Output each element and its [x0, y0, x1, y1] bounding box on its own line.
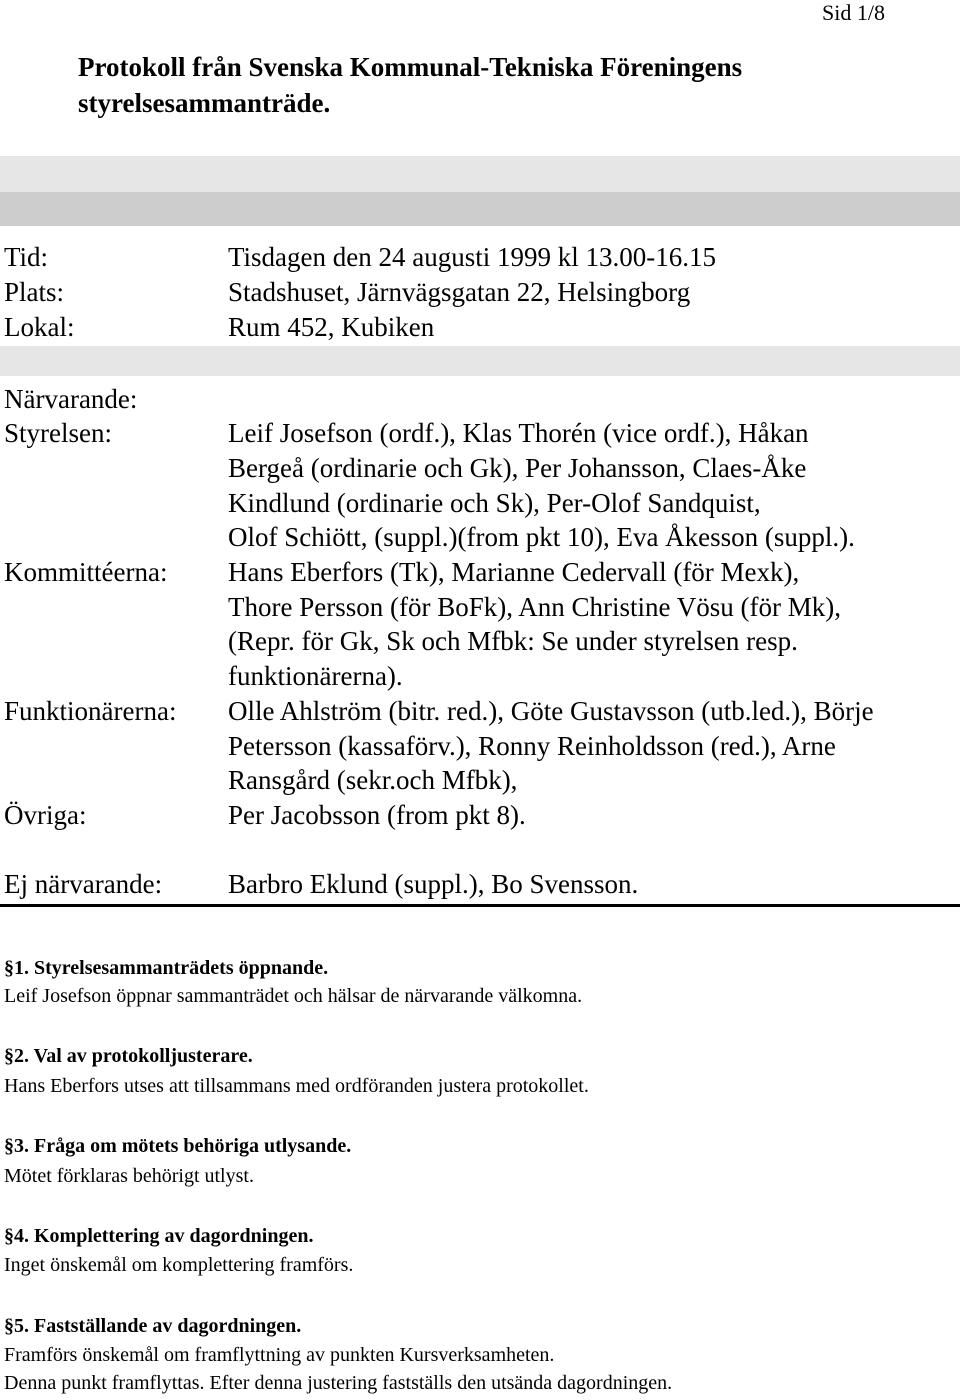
section-4-heading: §4. Komplettering av dagordningen. — [4, 1225, 314, 1247]
header-band-dark — [0, 192, 960, 226]
page-number: Sid 1/8 — [822, 0, 885, 25]
document-title-line-1: Protokoll från Svenska Kommunal-Tekniska Föreningens — [78, 52, 743, 82]
section-3-text: Mötet förklaras behörigt utlyst. — [4, 1165, 254, 1187]
ovriga-label: Övriga: — [4, 800, 87, 830]
section-4-text: Inget önskemål om komplettering framförs. — [4, 1254, 354, 1276]
kommitteerna-line: (Repr. för Gk, Sk och Mfbk: Se under styrelsen resp. — [228, 626, 798, 656]
funktionarerna-line: Olle Ahlström (bitr. red.), Göte Gustavsson (utb.led.), Börje — [228, 696, 874, 726]
tid-value: Tisdagen den 24 augusti 1999 kl 13.00-16.15 — [228, 242, 716, 272]
kommitteerna-label: Kommittéerna: — [4, 557, 168, 587]
tid-label: Tid: — [4, 242, 49, 272]
ej-narvarande-label: Ej närvarande: — [4, 869, 163, 899]
styrelsen-label: Styrelsen: — [4, 418, 112, 448]
separator-band — [0, 346, 960, 376]
lokal-value: Rum 452, Kubiken — [228, 312, 435, 342]
lokal-label: Lokal: — [4, 312, 75, 342]
section-3-heading: §3. Fråga om mötets behöriga utlysande. — [4, 1135, 352, 1157]
styrelsen-line: Leif Josefson (ordf.), Klas Thorén (vice ordf.), Håkan — [228, 418, 809, 448]
narvarande-label: Närvarande: — [4, 384, 138, 414]
section-1-text: Leif Josefson öppnar sammanträdet och hälsar de närvarande välkomna. — [4, 985, 583, 1007]
kommitteerna-line: Thore Persson (för BoFk), Ann Christine Vösu (för Mk), — [228, 592, 841, 622]
plats-value: Stadshuset, Järnvägsgatan 22, Helsingborg — [228, 277, 691, 307]
plats-label: Plats: — [4, 277, 65, 307]
section-5-text: Framförs önskemål om framflyttning av punkten Kursverksamheten. — [4, 1344, 555, 1366]
document-title-line-2: styrelsesammanträde. — [78, 88, 331, 118]
section-2-heading: §2. Val av protokolljusterare. — [4, 1045, 253, 1067]
kommitteerna-line: Hans Eberfors (Tk), Marianne Cedervall (för Mexk), — [228, 557, 800, 587]
styrelsen-line: Olof Schiött, (suppl.)(from pkt 10), Eva Åkesson (suppl.). — [228, 522, 855, 552]
section-1-heading: §1. Styrelsesammanträdets öppnande. — [4, 957, 329, 979]
styrelsen-line: Kindlund (ordinarie och Sk), Per-Olof Sandquist, — [228, 488, 761, 518]
kommitteerna-line: funktionärerna). — [228, 661, 403, 691]
styrelsen-line: Bergeå (ordinarie och Gk), Per Johansson, Claes-Åke — [228, 453, 807, 483]
section-5-text: Denna punkt framflyttas. Efter denna justering fastställs den utsända dagordningen. — [4, 1372, 673, 1394]
section-5-heading: §5. Fastställande av dagordningen. — [4, 1315, 302, 1337]
funktionarerna-line: Petersson (kassaförv.), Ronny Reinholdsson (red.), Arne — [228, 731, 836, 761]
funktionarerna-line: Ransgård (sekr.och Mfbk), — [228, 765, 518, 795]
ovriga-value: Per Jacobsson (from pkt 8). — [228, 800, 526, 830]
ej-narvarande-value: Barbro Eklund (suppl.), Bo Svensson. — [228, 869, 639, 899]
section-2-text: Hans Eberfors utses att tillsammans med ordföranden justera protokollet. — [4, 1075, 589, 1097]
section-divider — [0, 904, 960, 907]
funktionarerna-label: Funktionärerna: — [4, 696, 177, 726]
header-band-light — [0, 156, 960, 192]
